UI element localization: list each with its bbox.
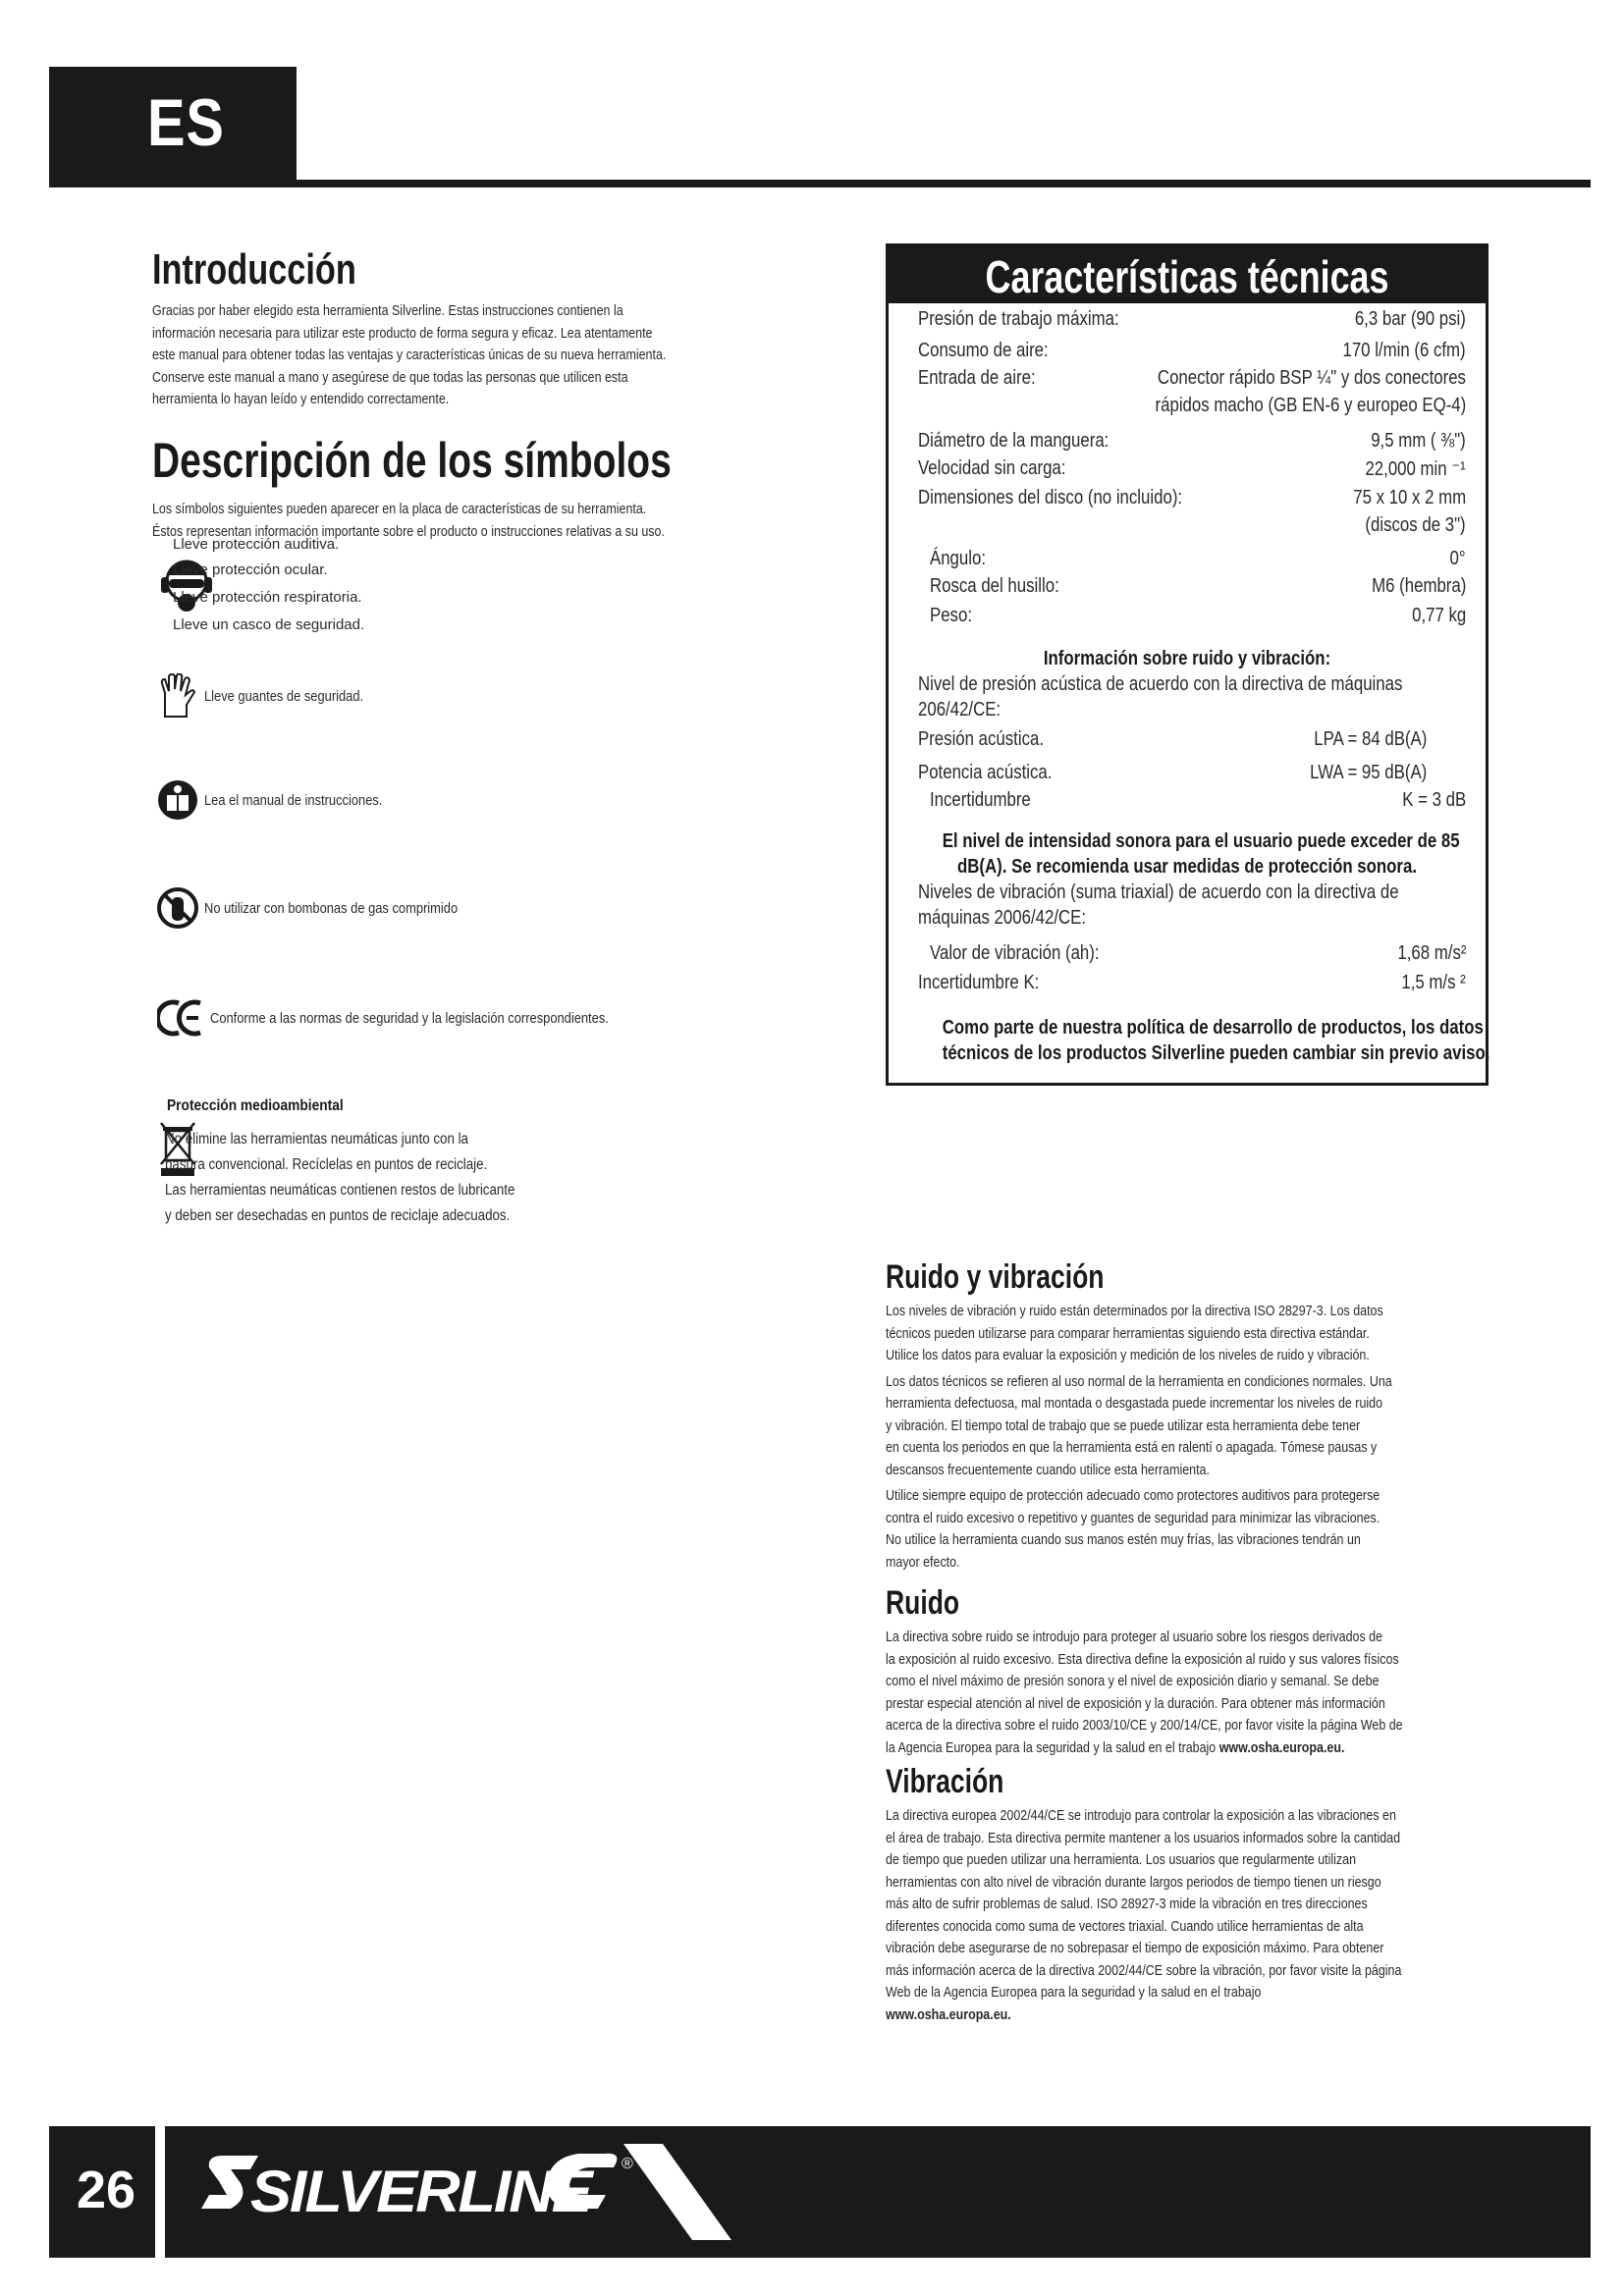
noise-warning-line: dB(A). Se recomienda usar medidas de protección sonora. xyxy=(956,855,1417,878)
text-line: y vibración. El tiempo total de trabajo que se puede utilizar esta herramienta debe tener xyxy=(886,1417,1361,1434)
environment-line: basura convencional. Recíclelas en puntos de reciclaje. xyxy=(165,1156,488,1173)
symbol-hearing xyxy=(173,536,339,554)
policy-line: Como parte de nuestra política de desarrollo de productos, los datos xyxy=(942,1016,1484,1039)
symbol-eye xyxy=(173,561,328,579)
ce-mark-icon xyxy=(157,997,204,1039)
spec-label: Diámetro de la manguera: xyxy=(918,429,1110,452)
vibration-text xyxy=(886,1805,1409,2026)
spec-label: Valor de vibración (ah): xyxy=(930,941,1100,964)
text-line: descansos frecuentemente cuando utilice esta herramienta. xyxy=(886,1462,1210,1478)
spec-value: 1,68 m/s² xyxy=(1396,941,1466,964)
symbols-line: Éstos representan información importante sobre el producto o instrucciones relativas a su uso. xyxy=(152,523,665,540)
spec-label: Entrada de aire: xyxy=(918,366,1036,389)
spec-label: Presión acústica. xyxy=(918,727,1045,750)
noise-info-title: Información sobre ruido y vibración: xyxy=(1043,647,1331,669)
intro-line: Conserve este manual a mano y asegúrese de que todas las personas que utilicen esta xyxy=(152,369,628,386)
spec-label: Presión de trabajo máxima: xyxy=(918,307,1119,330)
symbol-respiratory-text: Lleve protección respiratoria. xyxy=(173,589,362,606)
noise-title: Ruido xyxy=(886,1584,960,1622)
spec-label: Incertidumbre K: xyxy=(918,971,1040,993)
language-tab xyxy=(49,67,297,185)
header-rule xyxy=(49,180,1591,187)
text-line: de tiempo que pueden utilizar una herramienta. Los usuarios que regularmente utilizan xyxy=(886,1852,1357,1868)
noise-vibration-text xyxy=(886,1301,1409,1574)
noise-vibration-section xyxy=(886,1258,1494,1574)
specs-header xyxy=(889,246,1486,303)
symbol-manual xyxy=(157,779,411,821)
text-line: Utilice siempre equipo de protección adecuado como protectores auditivos para protegerse xyxy=(886,1488,1380,1504)
symbol-no-gas xyxy=(157,887,499,929)
symbols-line: Los símbolos siguientes pueden aparecer en la placa de características de su herramienta. xyxy=(152,502,647,517)
intro-section xyxy=(152,245,781,411)
symbols-section xyxy=(152,432,898,543)
language-code: ES xyxy=(147,85,225,160)
noise-section xyxy=(886,1584,1494,1759)
spec-label: Potencia acústica. xyxy=(918,761,1053,783)
text-line: herramientas con alto nivel de vibración durante largos periodos de tiempo tienen un riesgo xyxy=(886,1874,1381,1891)
spec-value: K = 3 dB xyxy=(1402,788,1466,811)
spec-value: rápidos macho (GB EN-6 y europeo EQ-4) xyxy=(1155,394,1466,416)
osha-link[interactable]: www.osha.europa.eu. xyxy=(886,2006,1011,2023)
spec-label: Rosca del husillo: xyxy=(930,574,1059,597)
vibration-intro-line: máquinas 2006/42/CE: xyxy=(918,906,1087,929)
text-line: más alto de sufrir problemas de salud. ISO 28927-3 mide la vibración en tres direcciones xyxy=(886,1896,1368,1912)
spec-label: Velocidad sin carga: xyxy=(918,456,1066,479)
text-line: acerca de la directiva sobre el ruido 2003/10/CE y 200/14/CE, por favor visite la página Web de xyxy=(886,1718,1403,1734)
page-number: 26 xyxy=(77,2161,136,2219)
intro-line: Gracias por haber elegido esta herramienta Silverline. Estas instrucciones contienen la xyxy=(152,303,623,319)
symbol-helmet-text: Lleve un casco de seguridad. xyxy=(173,616,365,633)
text-line: la exposición al ruido excesivo. Esta directiva define la exposición al ruido y sus valores físicos xyxy=(886,1651,1399,1668)
environment-line: No elimine las herramientas neumáticas junto con la xyxy=(165,1131,468,1148)
spec-value: 170 l/min (6 cfm) xyxy=(1342,339,1466,361)
intro-title: Introducción xyxy=(152,245,356,294)
brand-name: SILVERLINE xyxy=(250,2159,591,2224)
intro-line: información necesaria para utilizar este producto de forma segura y eficaz. Lea atentamente xyxy=(152,325,653,342)
symbol-eye-text: Lleve protección ocular. xyxy=(173,561,328,578)
environment-line: Las herramientas neumáticas contienen restos de lubricante xyxy=(165,1182,515,1199)
spec-value: LWA = 95 dB(A) xyxy=(1309,761,1427,783)
noise-vibration-title: Ruido y vibración xyxy=(886,1258,1105,1296)
text-line xyxy=(886,2004,1409,2027)
noise-text xyxy=(886,1627,1409,1759)
symbol-gloves-text: Lleve guantes de seguridad. xyxy=(204,687,364,705)
manual-icon xyxy=(157,779,198,821)
specs-title: Características técnicas xyxy=(985,251,1389,302)
footer-bar xyxy=(49,2126,1591,2258)
spec-value: 6,3 bar (90 psi) xyxy=(1354,307,1466,330)
text-line: Los datos técnicos se refieren al uso normal de la herramienta en condiciones normales. Una xyxy=(886,1373,1392,1390)
spec-value: M6 (hembra) xyxy=(1371,574,1466,597)
text-line: técnicos pueden utilizarse para comparar herramientas siguiendo esta directiva estándar. xyxy=(886,1325,1370,1342)
symbols-title: Descripción de los símbolos xyxy=(152,433,672,488)
text-line: vibración debe asegurarse de no sobrepasar el tiempo de exposición máximo. Para obtener xyxy=(886,1941,1384,1956)
symbol-ce-text: Conforme a las normas de seguridad y la legislación correspondientes. xyxy=(210,1009,609,1027)
spec-value: (discos de 3") xyxy=(1365,513,1466,536)
spec-value: 75 x 10 x 2 mm xyxy=(1353,486,1466,508)
symbol-respiratory xyxy=(173,589,362,607)
symbol-manual-text: Lea el manual de instrucciones. xyxy=(204,791,383,809)
spec-label: Incertidumbre xyxy=(930,788,1031,811)
text-line: Utilice los datos para evaluar la exposición y medición de los niveles de ruido y vibración. xyxy=(886,1348,1370,1363)
symbol-hearing-text: Lleve protección auditiva. xyxy=(173,536,340,553)
text-line: el área de trabajo. Esta directiva permite mantener a los usuarios informados sobre la cantidad xyxy=(886,1830,1401,1846)
text-line: más información acerca de la directiva 2002/44/CE sobre la vibración, por favor visite la página xyxy=(886,1962,1402,1979)
spec-value: 22,000 min ⁻¹ xyxy=(1365,457,1466,480)
text-line: Web de la Agencia Europea para la seguridad y la salud en el trabajo xyxy=(886,1985,1262,2001)
text-line: Los niveles de vibración y ruido están determinados por la directiva ISO 28297-3. Los datos xyxy=(886,1304,1383,1319)
noise-warning-line: El nivel de intensidad sonora para el usuario puede exceder de 85 xyxy=(942,829,1460,852)
intro-line: herramienta lo hayan leído y entendido correctamente. xyxy=(152,392,450,407)
environment-text xyxy=(165,1127,514,1229)
spec-label: Peso: xyxy=(930,604,972,626)
text-line: La directiva europea 2002/44/CE se introdujo para controlar la exposición a las vibraciones en xyxy=(886,1808,1396,1824)
spec-value: 9,5 mm ( ⅜") xyxy=(1371,429,1466,452)
spec-label: Consumo de aire: xyxy=(918,339,1049,361)
text-line: como el nivel máximo de presión sonora y el nivel de exposición diario y semanal. Se debe xyxy=(886,1674,1380,1689)
text-line: contra el ruido excesivo o repetitivo y guantes de seguridad para minimizar las vibraciones. xyxy=(886,1510,1380,1526)
registered-mark: ® xyxy=(622,2156,633,2172)
text-line xyxy=(886,1737,1409,1760)
symbol-gloves xyxy=(157,675,389,717)
silverline-logo xyxy=(201,2144,731,2240)
vibration-intro-line: Niveles de vibración (suma triaxial) de acuerdo con la directiva de xyxy=(918,881,1399,903)
gloves-icon xyxy=(157,675,198,717)
environment-line: y deben ser desechadas en puntos de reciclaje adecuados. xyxy=(165,1207,511,1224)
noise-intro-line: Nivel de presión acústica de acuerdo con la directiva de máquinas xyxy=(918,672,1403,695)
intro-line: este manual para obtener todas las ventajas y características únicas de su nueva herramienta. xyxy=(152,347,667,363)
text-line: mayor efecto. xyxy=(886,1554,960,1571)
footer-divider xyxy=(155,2126,165,2258)
vibration-section xyxy=(886,1763,1494,2026)
spec-value: 0° xyxy=(1449,547,1466,569)
text-line: herramienta defectuosa, mal montada o desgastada puede incrementar los niveles de ruido xyxy=(886,1396,1383,1412)
intro-text xyxy=(152,300,692,411)
specs-box xyxy=(886,243,1489,1086)
spec-label: Ángulo: xyxy=(930,547,987,569)
spec-value: 0,77 kg xyxy=(1411,604,1466,626)
policy-line: técnicos de los productos Silverline pueden cambiar sin previo aviso. xyxy=(942,1041,1490,1064)
text-fragment: la Agencia Europea para la seguridad y la salud en el trabajo xyxy=(886,1739,1217,1756)
symbol-helmet xyxy=(173,616,364,634)
spec-value: Conector rápido BSP ¼" y dos conectores xyxy=(1157,366,1466,389)
symbol-no-gas-text: No utilizar con bombonas de gas comprimido xyxy=(204,899,459,917)
environment-section xyxy=(167,1097,717,1115)
spec-label: Dimensiones del disco (no incluido): xyxy=(918,486,1183,508)
vibration-title: Vibración xyxy=(886,1763,1004,1800)
text-line: en cuenta los periodos en que la herramienta está en ralentí o apagada. Tómese pausas y xyxy=(886,1440,1378,1456)
noise-intro-line: 206/42/CE: xyxy=(918,698,1001,721)
environment-title: Protección medioambiental xyxy=(167,1097,344,1114)
text-line: prestar especial atención al nivel de exposición y la duración. Para obtener más información xyxy=(886,1695,1385,1712)
spec-value: LPA = 84 dB(A) xyxy=(1313,727,1427,750)
text-line: La directiva sobre ruido se introdujo para proteger al usuario sobre los riesgos derivados de xyxy=(886,1629,1383,1645)
osha-link[interactable]: www.osha.europa.eu. xyxy=(1218,1739,1345,1756)
text-line: No utilice la herramienta cuando sus manos estén muy frías, las vibraciones tendrán un xyxy=(886,1532,1361,1548)
spec-value: 1,5 m/s ² xyxy=(1401,971,1466,993)
symbol-ce xyxy=(157,997,674,1039)
text-line: diferentes conocida como suma de vectores triaxial. Cuando utilice herramientas de alta xyxy=(886,1918,1364,1935)
no-gas-cylinder-icon xyxy=(157,887,198,929)
